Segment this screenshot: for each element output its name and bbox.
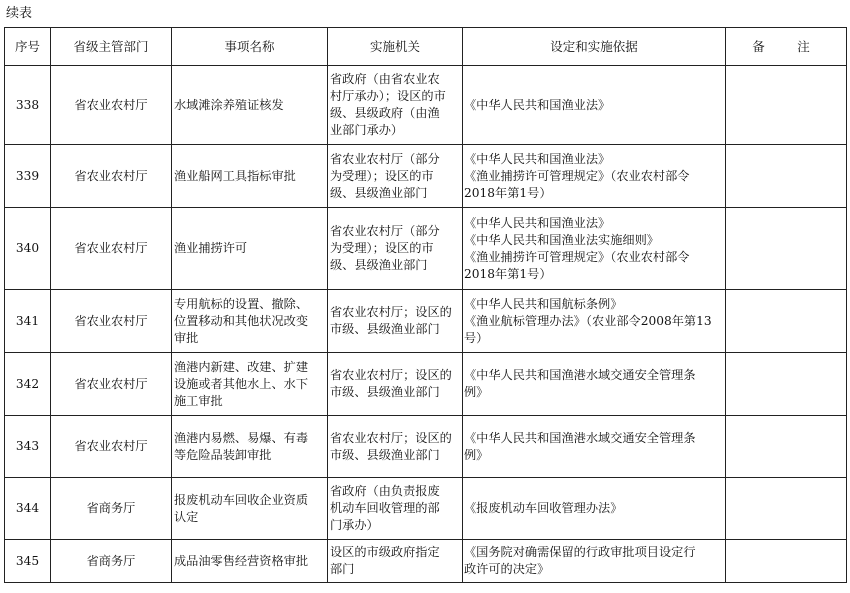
- cell-agency: 省农业农村厅；设区的 市级、县级渔业部门: [328, 353, 463, 416]
- cell-agency: 省政府（由负责报废 机动车回收管理的部 门承办）: [328, 478, 463, 540]
- cell-no: 340: [5, 208, 51, 290]
- cell-basis: 《报废机动车回收管理办法》: [463, 478, 726, 540]
- cell-item: 水域滩涂养殖证核发: [172, 66, 328, 145]
- cell-dept: 省农业农村厅: [51, 416, 172, 478]
- cell-item: 成品油零售经营资格审批: [172, 540, 328, 583]
- header-dept: 省级主管部门: [51, 28, 172, 66]
- cell-dept: 省农业农村厅: [51, 353, 172, 416]
- cell-dept: 省农业农村厅: [51, 66, 172, 145]
- cell-basis: 《中华人民共和国航标条例》 《渔业航标管理办法》（农业部令2008年第13 号）: [463, 290, 726, 353]
- cell-note: [726, 145, 847, 208]
- cell-dept: 省农业农村厅: [51, 290, 172, 353]
- table-caption: 续表: [6, 6, 33, 21]
- cell-item: 渔港内新建、改建、扩建 设施或者其他水上、水下 施工审批: [172, 353, 328, 416]
- cell-dept: 省农业农村厅: [51, 208, 172, 290]
- header-no: 序号: [5, 28, 51, 66]
- header-item: 事项名称: [172, 28, 328, 66]
- cell-basis: 《中华人民共和国渔港水域交通安全管理条 例》: [463, 353, 726, 416]
- cell-note: [726, 290, 847, 353]
- cell-note: [726, 66, 847, 145]
- table-row: [5, 540, 847, 583]
- cell-no: 344: [5, 478, 51, 540]
- cell-item: 渔港内易燃、易爆、有毒 等危险品装卸审批: [172, 416, 328, 478]
- cell-note: [726, 208, 847, 290]
- cell-basis: 《中华人民共和国渔业法》 《渔业捕捞许可管理规定》（农业农村部令 2018年第1号）: [463, 145, 726, 208]
- table-row: [5, 145, 847, 208]
- cell-dept: 省商务厅: [51, 478, 172, 540]
- header-agency: 实施机关: [328, 28, 463, 66]
- cell-dept: 省商务厅: [51, 540, 172, 583]
- table-row: [5, 478, 847, 540]
- cell-basis: 《国务院对确需保留的行政审批项目设定行 政许可的决定》: [463, 540, 726, 583]
- cell-item: 专用航标的设置、撤除、 位置移动和其他状况改变 审批: [172, 290, 328, 353]
- header-note: 备 注: [726, 28, 847, 66]
- cell-agency: 省农业农村厅；设区的 市级、县级渔业部门: [328, 290, 463, 353]
- cell-agency: 省农业农村厅（部分 为受理）；设区的市 级、县级渔业部门: [328, 145, 463, 208]
- header-row: [5, 28, 847, 66]
- cell-note: [726, 416, 847, 478]
- cell-basis: 《中华人民共和国渔业法》: [463, 66, 726, 145]
- table-row: [5, 208, 847, 290]
- cell-no: 342: [5, 353, 51, 416]
- cell-agency: 设区的市级政府指定 部门: [328, 540, 463, 583]
- cell-note: [726, 353, 847, 416]
- table-row: [5, 290, 847, 353]
- cell-agency: 省农业农村厅；设区的 市级、县级渔业部门: [328, 416, 463, 478]
- cell-no: 343: [5, 416, 51, 478]
- table-row: [5, 416, 847, 478]
- cell-basis: 《中华人民共和国渔业法》 《中华人民共和国渔业法实施细则》 《渔业捕捞许可管理规定》（农业农村部令 2018年第1号）: [463, 208, 726, 290]
- cell-item: 渔业捕捞许可: [172, 208, 328, 290]
- header-basis: 设定和实施依据: [463, 28, 726, 66]
- cell-basis: 《中华人民共和国渔港水域交通安全管理条 例》: [463, 416, 726, 478]
- cell-item: 渔业船网工具指标审批: [172, 145, 328, 208]
- cell-no: 339: [5, 145, 51, 208]
- cell-dept: 省农业农村厅: [51, 145, 172, 208]
- cell-agency: 省农业农村厅（部分 为受理）；设区的市 级、县级渔业部门: [328, 208, 463, 290]
- approval-items-table: [4, 27, 847, 583]
- cell-note: [726, 540, 847, 583]
- cell-no: 341: [5, 290, 51, 353]
- table-row: [5, 353, 847, 416]
- cell-agency: 省政府（由省农业农 村厅承办）；设区的市 级、县级政府（由渔 业部门承办）: [328, 66, 463, 145]
- cell-item: 报废机动车回收企业资质 认定: [172, 478, 328, 540]
- cell-no: 338: [5, 66, 51, 145]
- table-row: [5, 66, 847, 145]
- cell-no: 345: [5, 540, 51, 583]
- cell-note: [726, 478, 847, 540]
